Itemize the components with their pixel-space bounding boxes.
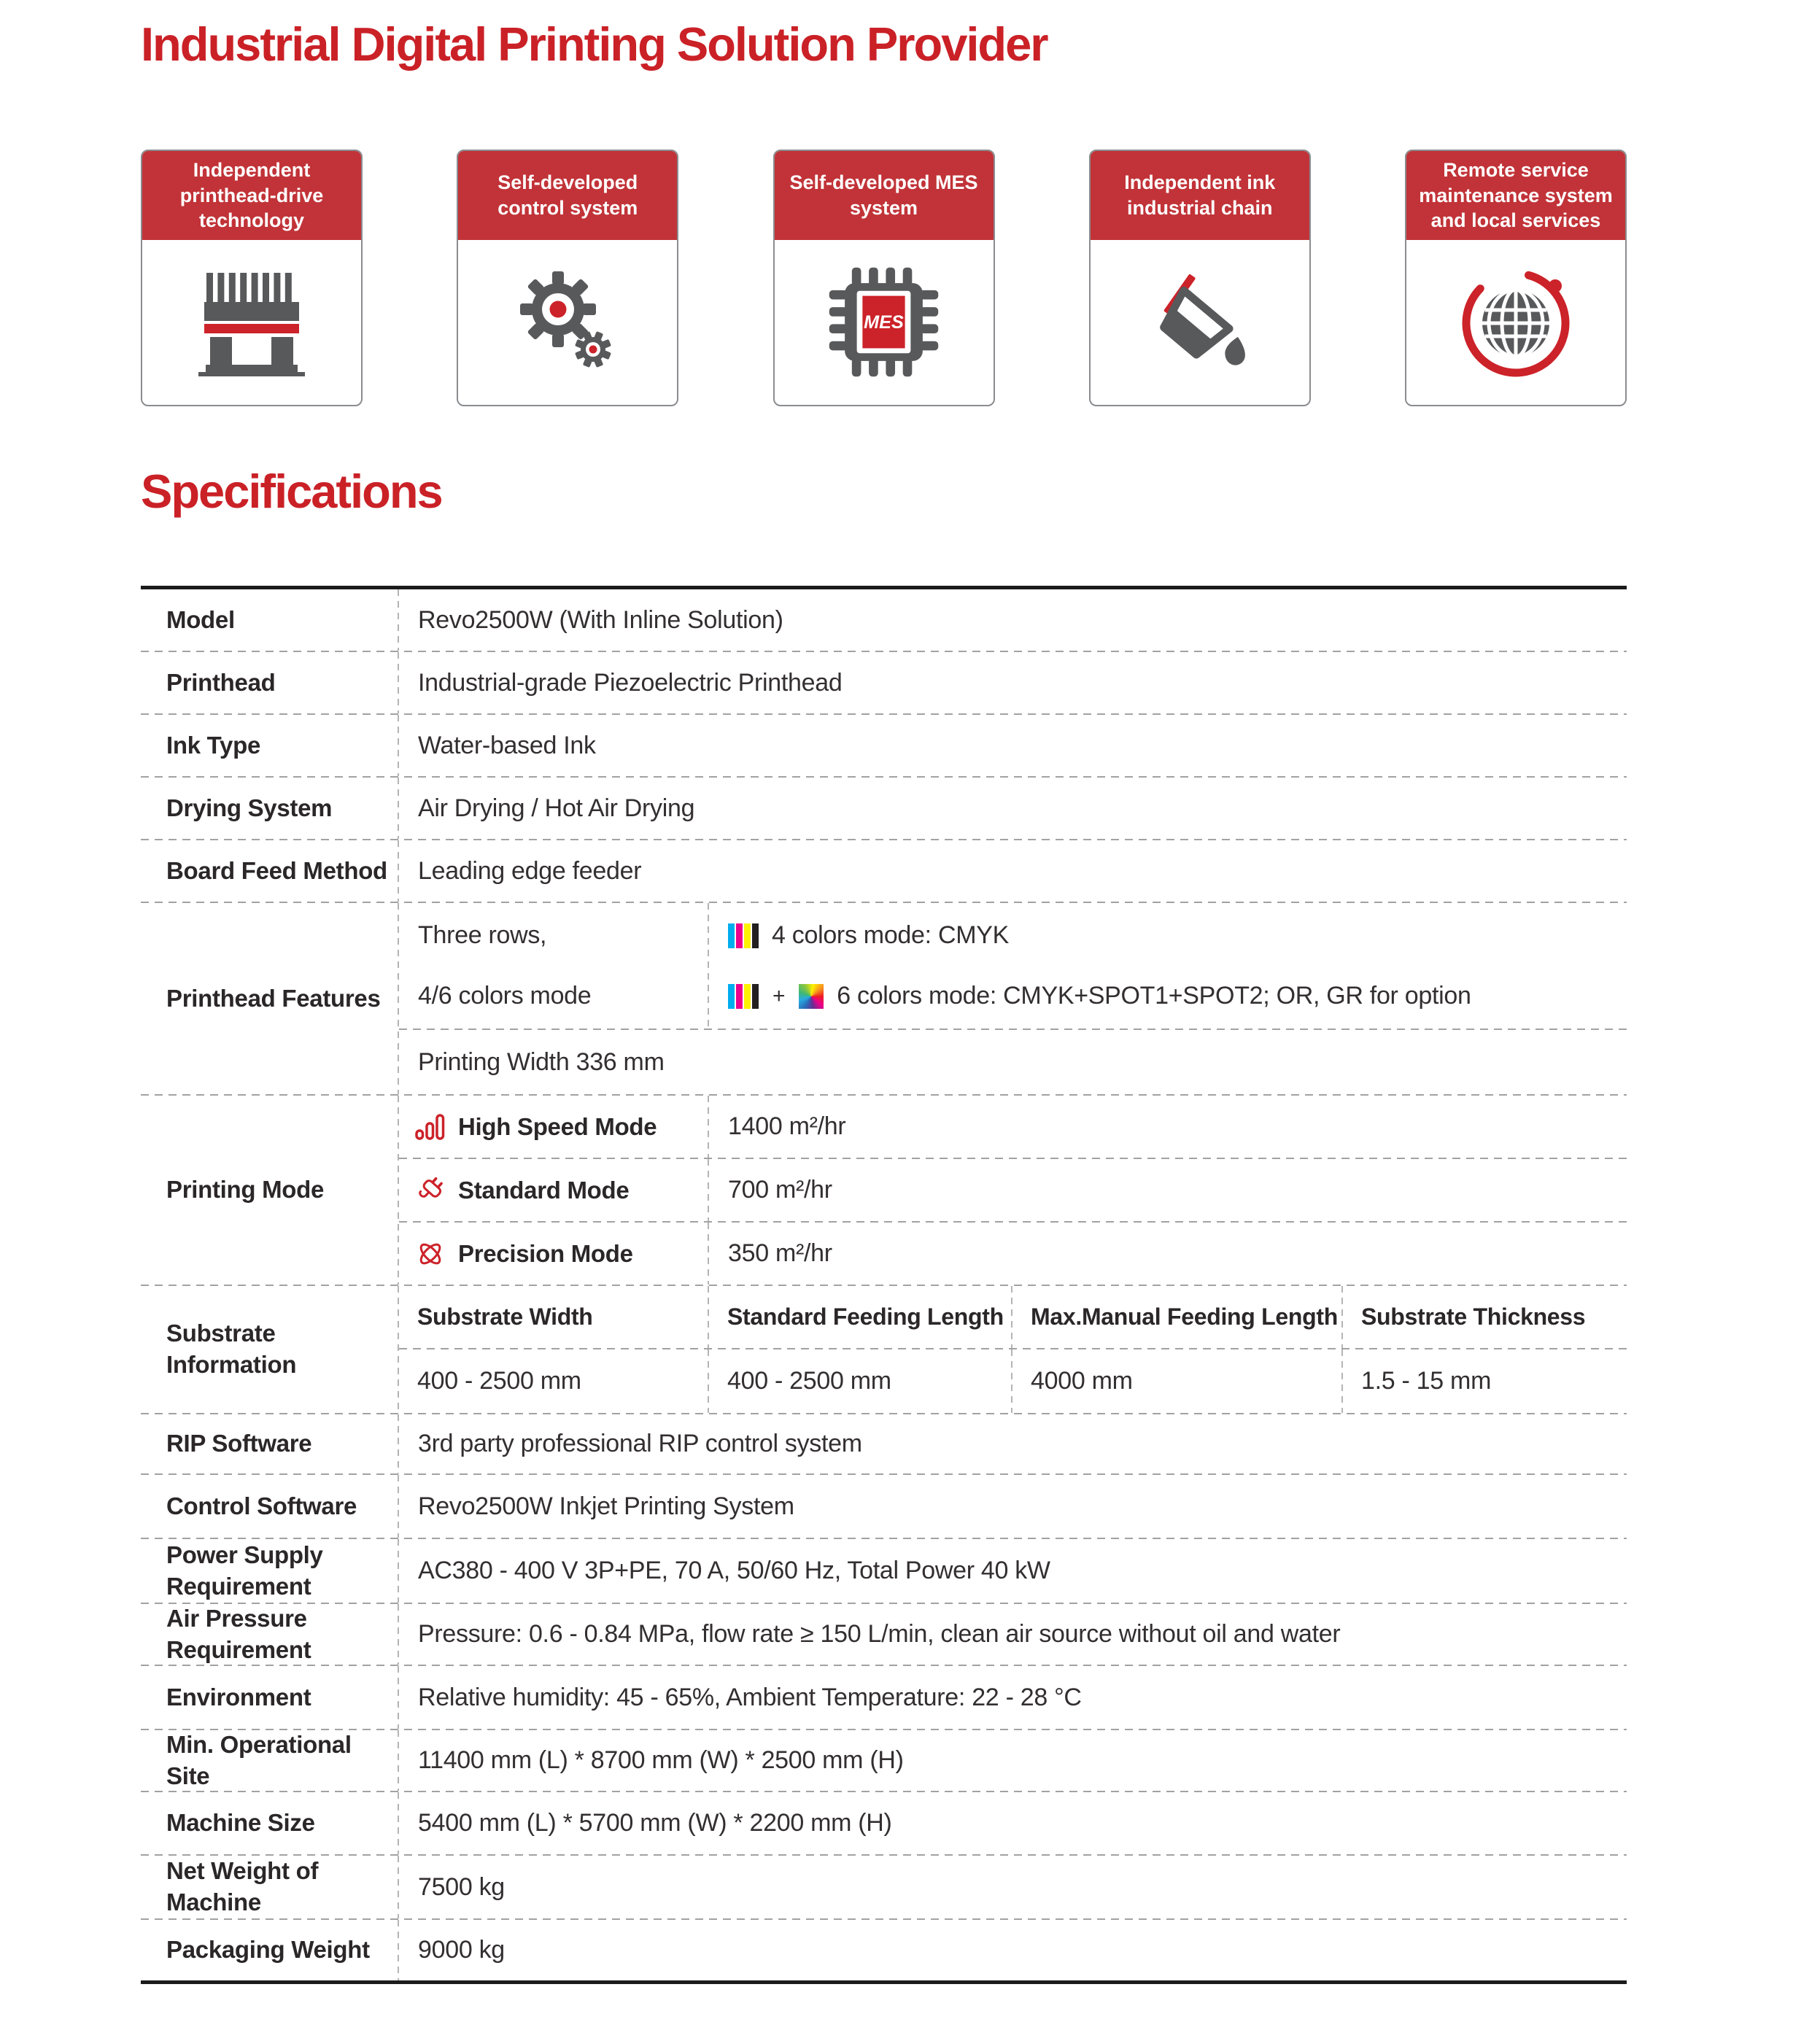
row-label: RIP Software	[166, 1430, 312, 1457]
row-value: Relative humidity: 45 - 65%, Ambient Temperature: 22 - 28 °C	[418, 1683, 1082, 1711]
row-label: Net Weight of Machine	[166, 1857, 319, 1916]
feature-card-mes-system	[773, 150, 995, 406]
color-mode-6-text: 6 colors mode: CMYK+SPOT1+SPOT2; OR, GR for option	[837, 982, 1471, 1010]
gears-icon	[513, 267, 622, 376]
feature-card-control-system	[457, 150, 678, 406]
substrate-col-value: 400 - 2500 mm	[417, 1367, 581, 1395]
row-label: Air Pressure Requirement	[166, 1604, 311, 1663]
row-label: Packaging Weight	[166, 1936, 370, 1964]
printhead-rows-text: Three rows,	[418, 921, 547, 949]
feature-card-ink-chain	[1089, 150, 1311, 406]
mode-value: 700 m²/hr	[728, 1176, 832, 1204]
spec-row-machine-size	[141, 1792, 1627, 1854]
row-value: Leading edge feeder	[418, 856, 642, 885]
spec-row-model	[141, 589, 1627, 651]
row-value: Water-based Ink	[418, 731, 596, 759]
mode-row-standard	[399, 1159, 1627, 1221]
row-value: Revo2500W (With Inline Solution)	[418, 605, 783, 634]
mode-value: 1400 m²/hr	[728, 1112, 846, 1140]
plug-icon	[414, 1176, 447, 1205]
row-label: Ink Type	[166, 731, 261, 759]
feature-cards	[141, 150, 1627, 406]
row-value: 3rd party professional RIP control system	[418, 1430, 862, 1457]
feature-card-header: Self-developed MES system	[775, 151, 994, 240]
row-value: 9000 kg	[418, 1936, 505, 1964]
knot-icon	[414, 1239, 447, 1268]
cmyk-bars-icon	[728, 984, 759, 1009]
globe-icon	[1457, 263, 1574, 380]
row-label: Printhead Features	[166, 984, 381, 1012]
mode-name-text: Standard Mode	[458, 1176, 630, 1204]
spec-row-net-weight	[141, 1856, 1627, 1918]
mes-chip-label: MES	[864, 311, 904, 333]
spec-row-air-pressure	[141, 1604, 1627, 1665]
row-value: 7500 kg	[418, 1872, 505, 1901]
row-label: Min. Operational Site	[166, 1730, 352, 1789]
feature-card-header: Self-developed control system	[458, 151, 677, 240]
speed-bars-icon	[414, 1112, 447, 1142]
plus-sign: +	[772, 983, 786, 1008]
spec-row-packaging-weight	[141, 1920, 1627, 1980]
row-label: Power Supply Requirement	[166, 1541, 323, 1600]
mode-row-precision	[399, 1223, 1627, 1285]
row-label: Printhead	[166, 668, 276, 696]
spec-row-board-feed	[141, 840, 1627, 902]
row-label: Model	[166, 605, 235, 633]
mode-name-text: High Speed Mode	[458, 1112, 657, 1140]
spec-row-substrate-information	[141, 1286, 1627, 1413]
row-label: Machine Size	[166, 1809, 315, 1837]
spec-row-control-software	[141, 1475, 1627, 1538]
feature-card-header: Independent ink industrial chain	[1091, 151, 1309, 240]
rainbow-swatch-icon	[799, 984, 824, 1009]
substrate-col-value: 1.5 - 15 mm	[1361, 1367, 1492, 1395]
feature-card-remote-service	[1405, 150, 1627, 406]
substrate-col-header: Standard Feeding Length	[727, 1304, 1004, 1330]
row-value: AC380 - 400 V 3P+PE, 70 A, 50/60 Hz, Total Power 40 kW	[418, 1557, 1050, 1584]
printhead-colors-text: 4/6 colors mode	[418, 982, 592, 1010]
feature-card-printhead-drive	[141, 150, 363, 406]
substrate-col-header: Substrate Thickness	[1361, 1304, 1586, 1330]
page-title: Industrial Digital Printing Solution Provider	[141, 18, 1048, 71]
section-heading: Specifications	[141, 465, 442, 518]
feature-card-header: Independent printhead-drive technology	[142, 151, 361, 240]
row-label: Substrate Information	[166, 1320, 297, 1378]
mode-value: 350 m²/hr	[728, 1239, 832, 1267]
row-value: Revo2500W Inkjet Printing System	[418, 1492, 794, 1520]
spec-row-rip-software	[141, 1414, 1627, 1473]
row-value: Pressure: 0.6 - 0.84 MPa, flow rate ≥ 150 L/min, clean air source without oil and water	[418, 1620, 1341, 1648]
row-label: Board Feed Method	[166, 856, 387, 884]
substrate-col-header: Max.Manual Feeding Length	[1031, 1304, 1338, 1330]
row-label: Environment	[166, 1683, 311, 1711]
spec-row-printhead	[141, 652, 1627, 713]
spec-row-power-supply	[141, 1539, 1627, 1603]
mode-name-text: Precision Mode	[458, 1239, 633, 1267]
substrate-col-value: 4000 mm	[1031, 1367, 1133, 1395]
row-value: Industrial-grade Piezoelectric Printhead	[418, 668, 843, 697]
ink-pour-icon	[1139, 262, 1260, 382]
row-label: Control Software	[166, 1492, 357, 1519]
mode-row-high-speed	[399, 1096, 1627, 1158]
substrate-col-value: 400 - 2500 mm	[727, 1367, 891, 1395]
spec-row-ink-type	[141, 715, 1627, 776]
spec-row-min-operational-site	[141, 1730, 1627, 1791]
row-value: 11400 mm (L) * 8700 mm (W) * 2500 mm (H)	[418, 1746, 904, 1774]
printing-width-text: Printing Width 336 mm	[418, 1047, 665, 1076]
substrate-col-header: Substrate Width	[417, 1304, 593, 1330]
cmyk-bars-icon	[728, 923, 759, 948]
feature-card-header: Remote service maintenance system and local services	[1406, 151, 1625, 240]
mes-chip-icon	[824, 262, 944, 382]
printhead-icon	[197, 267, 306, 376]
color-mode-4-text: 4 colors mode: CMYK	[772, 921, 1009, 949]
spec-row-environment	[141, 1666, 1627, 1729]
row-label: Printing Mode	[166, 1176, 325, 1204]
row-value: Air Drying / Hot Air Drying	[418, 794, 695, 822]
spec-row-printing-mode	[141, 1096, 1627, 1285]
page	[0, 20, 1627, 1984]
specifications-table	[141, 586, 1627, 1984]
spec-row-drying-system	[141, 778, 1627, 839]
substrate-value-row	[399, 1349, 1627, 1413]
spec-row-printhead-features	[141, 903, 1627, 1094]
row-label: Drying System	[166, 794, 333, 821]
substrate-header-row	[399, 1286, 1627, 1348]
row-value: 5400 mm (L) * 5700 mm (W) * 2200 mm (H)	[418, 1809, 892, 1837]
